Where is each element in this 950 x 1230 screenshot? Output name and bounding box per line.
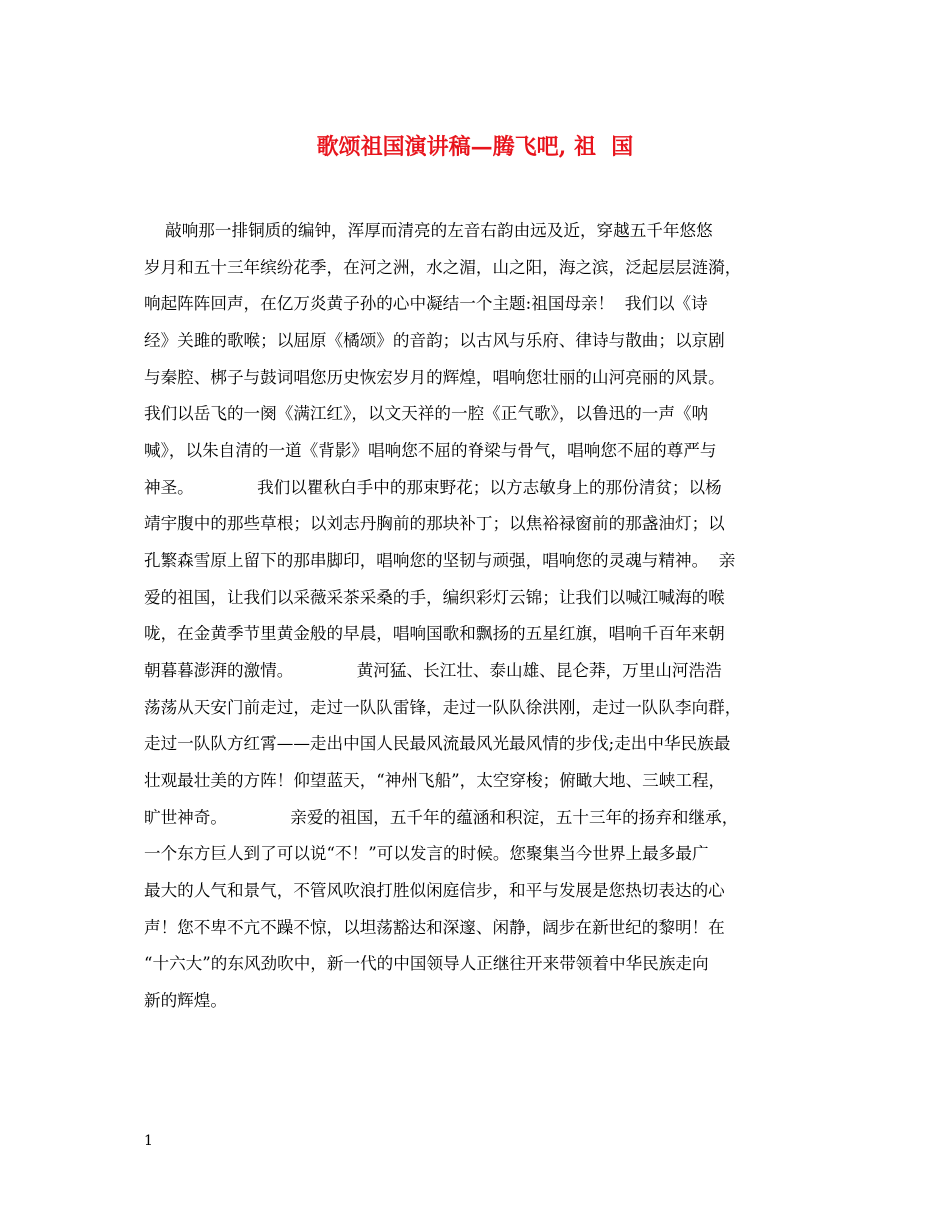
body-line: “十六大”的东风劲吹中，新一代的中国领导人正继往开来带领着中华民族走向 <box>144 954 709 974</box>
body-line: 爱的祖国，让我们以采薇采茶采桑的手，编织彩灯云锦；让我们以喊江喊海的喉 <box>144 587 725 607</box>
speech-body <box>144 213 834 1020</box>
page-number: 1 <box>144 1133 153 1149</box>
body-line: 响起阵阵回声，在亿万炎黄子孙的心中凝结一个主题:祖国母亲！ 我们以《诗 <box>144 294 708 314</box>
document-title: 歌颂祖国演讲稿—腾飞吧, 祖 国 <box>316 134 634 160</box>
body-line: 咙，在金黄季节里黄金般的早晨，唱响国歌和飘扬的五星红旗，唱响千百年来朝 <box>144 624 725 644</box>
body-line: 新的辉煌。 <box>144 991 227 1011</box>
body-line: 孔繁森雪原上留下的那串脚印，唱响您的坚韧与顽强，唱响您的灵魂与精神。 亲 <box>144 551 736 571</box>
body-line: 朝暮暮澎湃的激情。 黄河猛、长江壮、泰山雄、昆仑莽，万里山河浩浩 <box>144 661 722 681</box>
body-line: 旷世神奇。 亲爱的祖国，五千年的蕴涵和积淀，五十三年的扬弃和继承， <box>144 807 739 827</box>
body-line: 荡荡从天安门前走过，走过一队队雷锋，走过一队队徐洪刚，走过一队队李向群， <box>144 697 742 717</box>
body-line: 与秦腔、梆子与鼓词唱您历史恢宏岁月的辉煌，唱响您壮丽的山河亮丽的风景。 <box>144 367 725 387</box>
body-line: 走过一队队方红霄——走出中国人民最风流最风光最风情的步伐;走出中华民族最 <box>144 734 731 754</box>
body-line: 靖宇腹中的那些草根；以刘志丹胸前的那块补丁；以焦裕禄窗前的那盏油灯；以 <box>144 514 725 534</box>
body-line: 声！您不卑不亢不躁不惊，以坦荡豁达和深邃、闲静，阔步在新世纪的黎明！在 <box>144 917 725 937</box>
body-line: 神圣。 我们以瞿秋白手中的那束野花；以方志敏身上的那份清贫；以杨 <box>144 477 722 497</box>
body-line: 喊》，以朱自清的一道《背影》唱响您不屈的脊梁与骨气，唱响您不屈的尊严与 <box>144 441 717 461</box>
body-line: 最大的人气和景气，不管风吹浪打胜似闲庭信步，和平与发展是您热切表达的心 <box>144 881 725 901</box>
body-line: 一个东方巨人到了可以说“不！”可以发言的时候。您聚集当今世界上最多最广 <box>144 844 709 864</box>
body-line: 敲响那一排铜质的编钟，浑厚而清亮的左音右韵由远及近，穿越五千年悠悠 <box>144 221 713 240</box>
body-line: 我们以岳飞的一阕《满江红》，以文天祥的一腔《正气歌》，以鲁迅的一声《呐 <box>144 404 709 424</box>
body-line: 经》关雎的歌喉；以屈原《橘颂》的音韵；以古风与乐府、律诗与散曲；以京剧 <box>144 331 725 351</box>
body-line: 岁月和五十三年缤纷花季，在河之洲，水之湄，山之阳，海之滨，泛起层层涟漪， <box>144 257 742 277</box>
body-line: 壮观最壮美的方阵！仰望蓝天，“神州飞船”，太空穿梭；俯瞰大地、三峡工程， <box>144 771 726 791</box>
